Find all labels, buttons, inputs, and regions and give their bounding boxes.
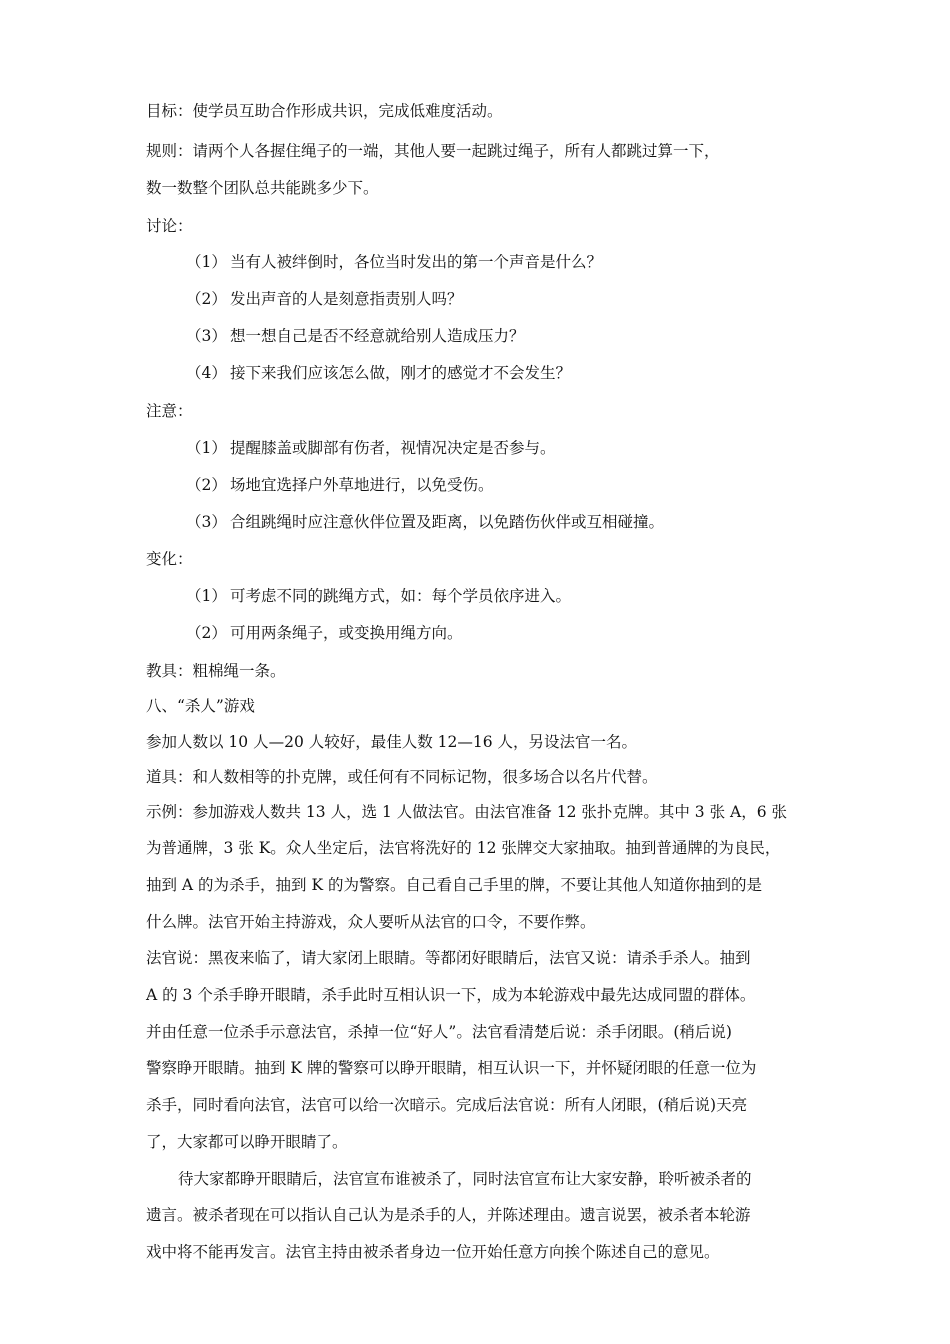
rules-line-1: 规则：请两个人各握住绳子的一端，其他人要一起跳过绳子，所有人都跳过算一下， <box>146 142 720 160</box>
final-line: 戏中将不能再发言。法官主持由被杀者身边一位开始任意方向挨个陈述自己的意见。 <box>146 1243 720 1261</box>
example-line: 为普通牌，3 张 K。众人坐定后，法官将洗好的 12 张牌交大家抽取。抽到普通牌的为良民， <box>146 839 781 857</box>
variations-item: （1） 可考虑不同的跳绳方式，如：每个学员依序进入。 <box>186 587 572 605</box>
example-line: 示例：参加游戏人数共 13 人，选 1 人做法官。由法官准备 12 张扑克牌。其中 3 张 A，6 张 <box>146 803 787 821</box>
section-title: 八、“杀人”游戏 <box>146 697 255 715</box>
discussion-heading: 讨论： <box>146 217 193 235</box>
judge-line: A 的 3 个杀手睁开眼睛，杀手此时互相认识一下，成为本轮游戏中最先达成同盟的群体。 <box>146 986 756 1004</box>
discussion-item: （2） 发出声音的人是刻意指责别人吗？ <box>186 290 463 308</box>
variations-item: （2） 可用两条绳子，或变换用绳方向。 <box>186 624 463 642</box>
notes-item: （3） 合组跳绳时应注意伙伴位置及距离，以免踏伤伙伴或互相碰撞。 <box>186 513 665 531</box>
goal-line: 目标：使学员互助合作形成共识，完成低难度活动。 <box>146 102 503 120</box>
discussion-item: （3） 想一想自己是否不经意就给别人造成压力？ <box>186 327 525 345</box>
judge-line: 并由任意一位杀手示意法官，杀掉一位“好人”。法官看清楚后说：杀手闭眼。(稍后说) <box>146 1023 732 1041</box>
discussion-item: （4） 接下来我们应该怎么做，刚才的感觉才不会发生？ <box>186 364 572 382</box>
rules-line-2: 数一数整个团队总共能跳多少下。 <box>146 179 379 197</box>
props-line: 道具：和人数相等的扑克牌，或任何有不同标记物，很多场合以名片代替。 <box>146 768 658 786</box>
notes-item: （2） 场地宜选择户外草地进行，以免受伤。 <box>186 476 494 494</box>
judge-line: 杀手，同时看向法官，法官可以给一次暗示。完成后法官说：所有人闭眼，(稍后说)天亮 <box>146 1096 748 1114</box>
tools-line: 教具：粗棉绳一条。 <box>146 662 286 680</box>
example-line: 抽到 A 的为杀手，抽到 K 的为警察。自己看自己手里的牌，不要让其他人知道你抽到的是 <box>146 876 762 894</box>
discussion-item: （1） 当有人被绊倒时，各位当时发出的第一个声音是什么？ <box>186 253 603 271</box>
notes-heading: 注意： <box>146 402 193 420</box>
judge-line: 了，大家都可以睁开眼睛了。 <box>146 1133 348 1151</box>
judge-line: 法官说：黑夜来临了，请大家闭上眼睛。等都闭好眼睛后，法官又说：请杀手杀人。抽到 <box>146 949 751 967</box>
judge-line: 警察睁开眼睛。抽到 K 牌的警察可以睁开眼睛，相互认识一下，并怀疑闭眼的任意一位为 <box>146 1059 757 1077</box>
final-line: 遗言。被杀者现在可以指认自己认为是杀手的人，并陈述理由。遗言说罢，被杀者本轮游 <box>146 1206 751 1224</box>
participants-line: 参加人数以 10 人—20 人较好，最佳人数 12—16 人，另设法官一名。 <box>146 733 638 751</box>
example-line: 什么牌。法官开始主持游戏，众人要听从法官的口令，不要作弊。 <box>146 913 596 931</box>
variations-heading: 变化： <box>146 550 193 568</box>
final-line: 待大家都睁开眼睛后，法官宣布谁被杀了，同时法官宣布让大家安静，聆听被杀者的 <box>178 1170 752 1188</box>
notes-item: （1） 提醒膝盖或脚部有伤者，视情况决定是否参与。 <box>186 439 556 457</box>
